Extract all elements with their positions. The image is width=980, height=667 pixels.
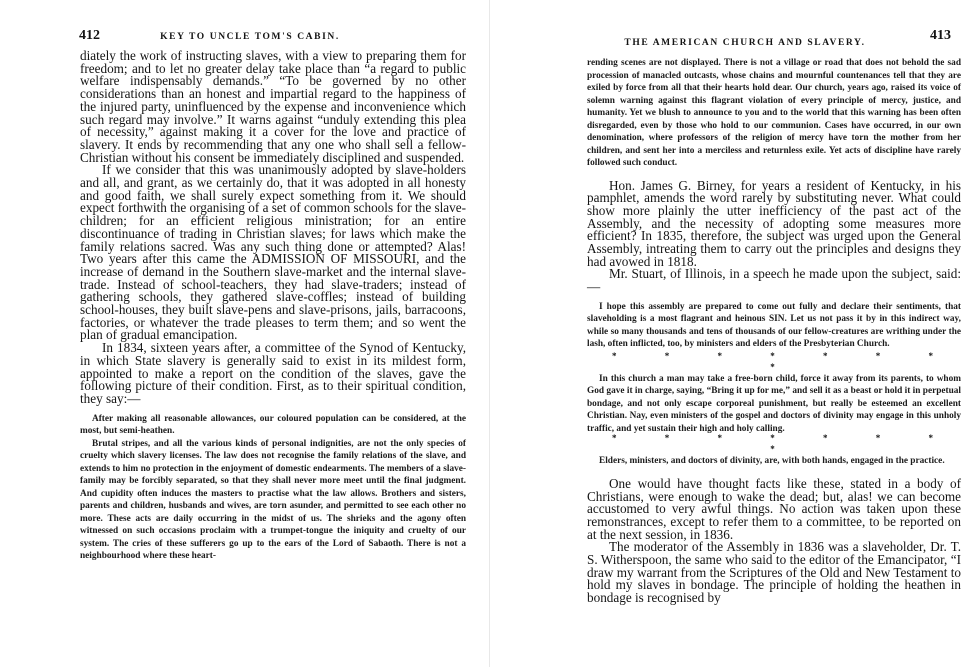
asterism-divider-2: * * * * * * * * — [612, 433, 956, 455]
right-paragraph-birney: Hon. James G. Birney, for years a resident of Kentucky, in his pamphlet, amends the word rarely by substituting never. What could show more plainly the utter inefficiency of the past act of the Assembly, and the necessity of adopting some measures more efficient? In 1835, therefore, the subject was urged upon the General Assembly, intreating them to carry out the principles and designs they had avowed in 1818. — [587, 177, 961, 269]
left-running-head: KEY TO UNCLE TOM'S CABIN. — [160, 32, 340, 42]
asterism-divider: * * * * * * * * — [612, 350, 956, 372]
right-paragraph-stuart: Mr. Stuart, of Illinois, in a speech he made upon the subject, said:— — [587, 266, 961, 295]
left-page-body — [80, 50, 466, 563]
left-quote-paragraph-2: Brutal stripes, and all the various kinds of personal indignities, are not the only species of cruelty which slavery licenses. The law does not recognise the family relations of the slave, and extends to him no protection in the enjoyment of domestic endearments. The members of a slave-family may be forcibly separated, so that they shall never more meet until the final judgment. And cupidity often induces the masters to practise what the law allows. Brothers and sisters, parents and children, husbands and wives, are torn asunder, and permitted to see each other no more. These acts are daily occurring in the midst of us. The shrieks and the agony often witnessed on such occasions proclaim with a trumpet-tongue the iniquity and cruelty of our system. The cries of these sufferers go up to the ears of the Lord of Sabaoth. There is not a neighbourhood where these heart- — [80, 438, 466, 562]
left-page-number: 412 — [79, 28, 100, 43]
left-page-header — [0, 30, 490, 46]
left-quote-paragraph-1: After making all reasonable allowances, our coloured population can be considered, at the most, but semi-heathen. — [80, 413, 466, 437]
right-paragraph-final-2: The moderator of the Assembly in 1836 was a slaveholder, Dr. T. S. Witherspoon, the same who said to the editor of the Emancipator, “I draw my warrant from the Scriptures of the Old and New Testament to hold my slaves in bondage. The principle of holding the heathen in bondage is recognised by — [587, 539, 961, 606]
left-paragraph-3: In 1834, sixteen years after, a committee of the Synod of Kentucky, in which State slavery is generally said to exist in its mildest form, appointed to make a report on the condition of the slaves, gave the following picture of their condition. First, as to their spiritual condition, they say:— — [80, 340, 466, 406]
right-running-head: THE AMERICAN CHURCH AND SLAVERY. — [624, 38, 866, 48]
right-paragraph-final-1: One would have thought facts like these, stated in a body of Christians, were enough to wake the dead; but, alas! we can become accustomed to very awful things. No action was taken upon these remonstrances, except to refer them to a committee, to be reported on at the next session, in 1836. — [587, 475, 961, 542]
right-quote2-paragraph-2: In this church a man may take a free-born child, force it away from its parents, to whom God gave it in charge, saying, “Bring it up for me,” and sell it as a beast or hold it in perpetual bondage, and not only escape corporeal punishment, but really be esteemed an excellent Christian. Nay, even ministers of the gospel and doctors of divinity may engage in this unholy traffic, and yet sustain their high and holy calling. — [587, 373, 961, 434]
right-quote-continuation: rending scenes are not displayed. There is not a village or road that does not behold the sad procession of manacled outcasts, whose chains and mournful countenances tell that they are exiled by force from all that their hearts hold dear. Our church, years ago, raised its voice of solemn warning against this flagrant violation of every principle of mercy, justice, and humanity. Yet we blush to announce to you and to the world that this warning has been often disregarded, even by those who hold to our communion. Cases have occurred, in our own denomination, where professors of the religion of mercy have torn the mother from her children, and sent her into a merciless and returnless exile. Yet acts of discipline have rarely followed such conduct. — [587, 58, 961, 168]
right-page-header — [490, 30, 980, 46]
left-paragraph-2: If we consider that this was unanimously adopted by slave-holders and all, and grant, as we certainly do, that it was adopted in all honesty and good faith, we shall surely expect something from it. We should expect forthwith the organising of a set of common schools for the slave-children; for an efficient religious ministration; for an entire discontinuance of trading in Christian slaves; for laws which make the family relations sacred. Was any such thing done or attempted? Alas! Two years after this came the ADMISSION OF MISSOURI, and the increase of demand in the Southern slave-market and the internal slave-trade. Instead of school-teachers, they had slave-traders; instead of gathering schools, they gathered slave-coffles; instead of building school-houses, they built slave-pens and slave-prisons, jails, barracoons, factories, or whatever the trade pleases to term them; and so went the plan of gradual emancipation. — [80, 162, 466, 343]
right-page — [490, 0, 980, 667]
right-quote2-paragraph-1: I hope this assembly are prepared to come out fully and declare their sentiments, that slaveholding is a most flagrant and heinous SIN. Let us not pass it by in this indirect way, while so many thousands and tens of thousands of our fellow-creatures are writhing under the lash, often inflicted, too, by ministers and elders of the Presbyterian Church. — [587, 301, 961, 350]
left-paragraph-1: diately the work of instructing slaves, with a view to preparing them for freedom; and to let no greater delay take place than “a regard to public welfare indispensably demands.” “To be governed by no other considerations than an honest and impartial regard to the happiness of the injured party, uninfluenced by the expense and inconvenience which such regard may involve.” It warns against “unduly extending this plea of necessity,” against making it a cover for the love and practice of slavery. It ends by recommending that any one who shall sell a fellow-Christian without his consent be immediately disciplined and suspended. — [80, 48, 466, 165]
right-page-number: 413 — [930, 28, 951, 43]
right-quote2-paragraph-3: Elders, ministers, and doctors of divinity, are, with both hands, engaged in the practice. — [599, 456, 945, 467]
right-page-body — [587, 57, 961, 605]
